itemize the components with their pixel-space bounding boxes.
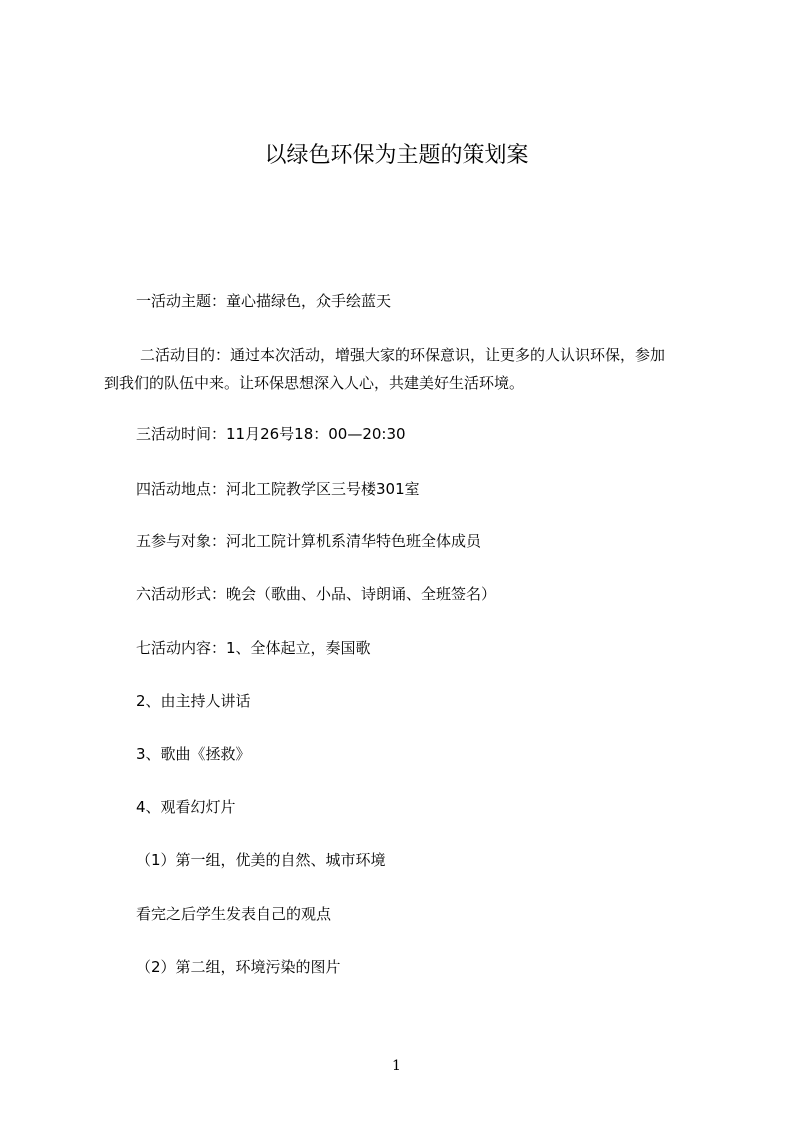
- list-item: 看完之后学生发表自己的观点: [136, 905, 332, 923]
- list-item: （2）第二组，环境污染的图片: [136, 958, 341, 976]
- paragraph-activity-format: 六活动形式：晚会（歌曲、小品、诗朗诵、全班签名）: [136, 585, 497, 603]
- paragraph-activity-location: 四活动地点：河北工院教学区三号楼301室: [136, 480, 420, 498]
- paragraph-activity-content: 七活动内容：1、全体起立，奏国歌: [136, 639, 371, 657]
- paragraph-activity-time: 三活动时间：11月26号18：00—20:30: [136, 425, 406, 443]
- paragraph-activity-purpose: 二活动目的：通过本次活动，增强大家的环保意识，让更多的人认识环保，参加: [140, 346, 666, 364]
- list-item: 2、由主持人讲话: [136, 692, 251, 710]
- list-item: （1）第一组，优美的自然、城市环境: [136, 851, 386, 869]
- list-item: 3、歌曲《拯救》: [136, 745, 251, 763]
- paragraph-activity-purpose-cont: 到我们的队伍中来。让环保思想深入人心，共建美好生活环境。: [104, 374, 525, 392]
- list-item: 4、观看幻灯片: [136, 798, 236, 816]
- paragraph-participants: 五参与对象：河北工院计算机系清华特色班全体成员: [136, 532, 482, 550]
- paragraph-activity-theme: 一活动主题：童心描绿色，众手绘蓝天: [136, 292, 392, 310]
- document-title: 以绿色环保为主题的策划案: [264, 143, 529, 168]
- page-number: 1: [392, 1058, 401, 1074]
